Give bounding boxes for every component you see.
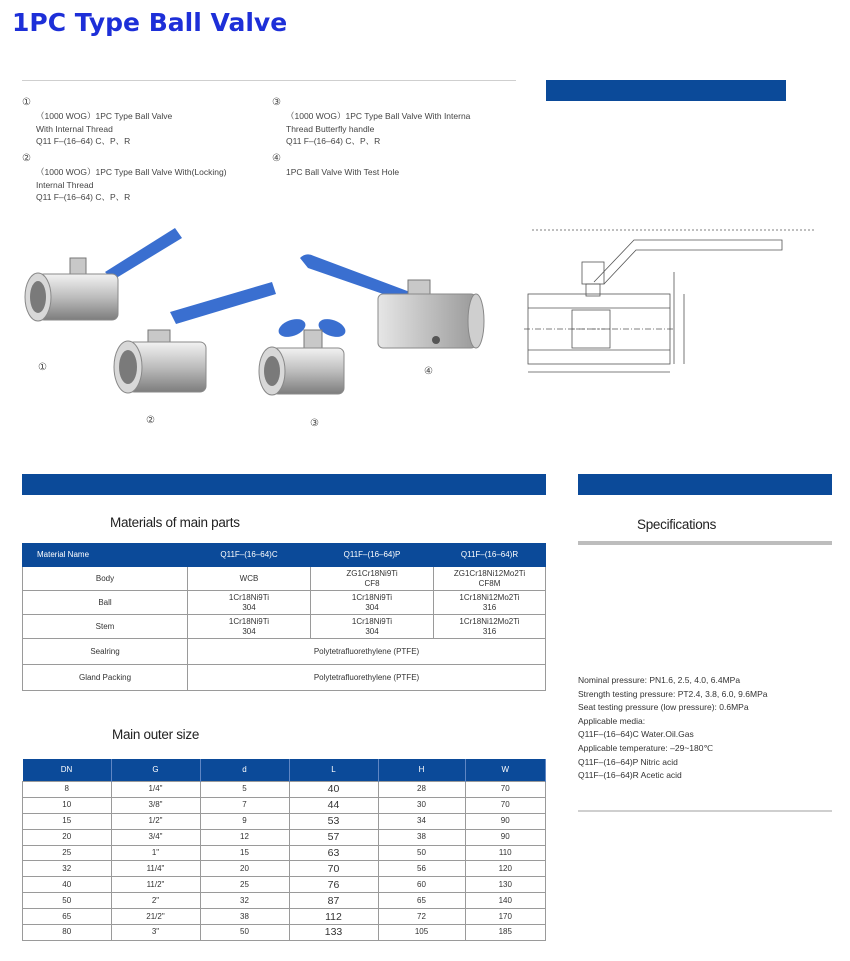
cell-line: CF8 — [364, 578, 380, 588]
cell: 38 — [200, 909, 289, 925]
table-header-row — [23, 759, 546, 782]
cell — [434, 591, 546, 615]
cell-line: WCB — [239, 573, 259, 583]
cell: 25 — [23, 845, 112, 861]
cell-line: 304 — [365, 602, 379, 612]
cell — [188, 615, 311, 639]
cell: 3/8" — [111, 797, 200, 813]
table-row — [23, 639, 546, 665]
column-header: L — [289, 759, 378, 782]
column-header: Q11F–(16–64)P — [311, 544, 434, 567]
spec-line: Applicable media: — [578, 715, 646, 726]
cell: 20 — [23, 829, 112, 845]
table-row — [23, 782, 546, 798]
cell: 32 — [23, 861, 112, 877]
cell: 15 — [23, 813, 112, 829]
column-header: H — [378, 759, 465, 782]
table-row — [23, 615, 546, 639]
variant-line: Q11 F–(16–64) C、P、R — [286, 136, 381, 146]
cell: 80 — [23, 925, 112, 941]
cell: 1" — [111, 845, 200, 861]
cell: 112 — [289, 909, 378, 925]
sizes-title: Main outer size — [112, 727, 200, 742]
cell: 185 — [465, 925, 546, 941]
table-row — [23, 893, 546, 909]
variant-1 — [22, 96, 262, 148]
cell-line: ZG1Cr18Ni12Mo2Ti — [453, 568, 526, 578]
cell — [434, 567, 546, 591]
spec-line: Q11F–(16–64)C Water.Oil.Gas — [578, 729, 694, 740]
row-label: Ball — [23, 591, 188, 615]
cell-line: 316 — [482, 626, 497, 636]
cell-line: 304 — [242, 626, 256, 636]
table-row — [23, 797, 546, 813]
cell: 20 — [200, 861, 289, 877]
specs-list — [578, 674, 832, 783]
callout-3: ③ — [310, 418, 319, 429]
column-header: DN — [23, 759, 112, 782]
row-label: Body — [23, 567, 188, 591]
cell: 12 — [200, 829, 289, 845]
cell-line: 304 — [365, 626, 379, 636]
table-row — [23, 877, 546, 893]
table-row — [23, 845, 546, 861]
cell-line: 1Cr18Ni12Mo2Ti — [459, 592, 520, 602]
cell: 30 — [378, 797, 465, 813]
cell: 65 — [378, 893, 465, 909]
cell: 56 — [378, 861, 465, 877]
cell: 50 — [200, 925, 289, 941]
spec-line: Q11F–(16–64)P Nitric acid — [578, 756, 678, 767]
table-row — [23, 665, 546, 691]
cell: 21/2" — [111, 909, 200, 925]
table-row — [23, 861, 546, 877]
cell: 140 — [465, 893, 546, 909]
cell: 5 — [200, 782, 289, 798]
cell: 130 — [465, 877, 546, 893]
variant-number: ① — [22, 97, 31, 108]
cell: 105 — [378, 925, 465, 941]
cell-line: ZG1Cr18Ni9Ti — [346, 568, 398, 578]
cell: 50 — [23, 893, 112, 909]
cell: 7 — [200, 797, 289, 813]
column-header: W — [465, 759, 546, 782]
callout-4: ④ — [424, 366, 433, 377]
cell: 44 — [289, 797, 378, 813]
variant-number: ③ — [272, 97, 281, 108]
cell: 3" — [111, 925, 200, 941]
table-row — [23, 591, 546, 615]
variant-line: Internal Thread — [36, 179, 94, 190]
variant-line: With Internal Thread — [36, 123, 113, 134]
table-row — [23, 909, 546, 925]
cell: 15 — [200, 845, 289, 861]
variant-line: Q11 F–(16–64) C、P、R — [36, 192, 131, 202]
cell: 120 — [465, 861, 546, 877]
table-row — [23, 813, 546, 829]
row-label: Stem — [23, 615, 188, 639]
blue-bar-specs — [578, 474, 832, 495]
cell: 90 — [465, 829, 546, 845]
cell: 70 — [289, 861, 378, 877]
spec-line: Applicable temperature: –29~180℃ — [578, 742, 714, 753]
cell: 87 — [289, 893, 378, 909]
page-title: 1PC Type Ball Valve — [12, 8, 288, 37]
row-label: Sealring — [23, 639, 188, 665]
cell: 32 — [200, 893, 289, 909]
cell: 63 — [289, 845, 378, 861]
cell-line: 304 — [242, 602, 256, 612]
cell-line: 1Cr18Ni9Ti — [351, 592, 393, 602]
table-header-row — [23, 544, 546, 567]
cell: 1/4" — [111, 782, 200, 798]
table-row — [23, 925, 546, 941]
cell-line: 316 — [482, 602, 497, 612]
cell: Polytetrafluorethylene (PTFE) — [188, 665, 546, 691]
variant-line: （1000 WOG）1PC Type Ball Valve With Interna — [286, 111, 471, 121]
variant-line: （1000 WOG）1PC Type Ball Valve — [36, 111, 173, 121]
specs-divider-top — [578, 541, 832, 545]
valve-1-photo — [25, 228, 182, 321]
cell — [188, 591, 311, 615]
specs-title: Specifications — [637, 517, 717, 532]
callout-2: ② — [146, 415, 155, 426]
cell: 57 — [289, 829, 378, 845]
spec-line: Seat testing pressure (low pressure): 0.6MPa — [578, 702, 749, 713]
table-row — [23, 567, 546, 591]
cell: 8 — [23, 782, 112, 798]
cell: 110 — [465, 845, 546, 861]
cell: 53 — [289, 813, 378, 829]
cell: 10 — [23, 797, 112, 813]
variant-number: ② — [22, 153, 31, 164]
blue-bar-materials — [22, 474, 546, 495]
cell: 65 — [23, 909, 112, 925]
cell: 60 — [378, 877, 465, 893]
cell-line: 1Cr18Ni9Ti — [351, 616, 393, 626]
valve-2-photo — [114, 282, 276, 393]
spec-line: Q11F–(16–64)R Acetic acid — [578, 770, 682, 781]
column-header: Q11F–(16–64)C — [188, 544, 311, 567]
cell: 11/4" — [111, 861, 200, 877]
spec-line: Nominal pressure: PN1.6, 2.5, 4.0, 6.4MPa — [578, 675, 741, 685]
cell: 70 — [465, 782, 546, 798]
materials-title: Materials of main parts — [110, 515, 240, 530]
cell: 40 — [289, 782, 378, 798]
valve-3-photo — [259, 316, 348, 395]
variant-line: 1PC Ball Valve With Test Hole — [286, 167, 400, 177]
sizes-table — [22, 759, 546, 941]
table-row — [23, 829, 546, 845]
cell: 170 — [465, 909, 546, 925]
cell: 28 — [378, 782, 465, 798]
specs-divider-bottom — [578, 810, 832, 812]
cell-line: 1Cr18Ni9Ti — [228, 592, 270, 602]
valve-photos — [10, 200, 520, 440]
variant-line: Thread Butterfly handle — [286, 123, 375, 134]
variant-line: （1000 WOG）1PC Type Ball Valve With(Locking) — [36, 167, 227, 177]
cell — [311, 567, 434, 591]
cell: 3/4" — [111, 829, 200, 845]
cell: 38 — [378, 829, 465, 845]
cell: 90 — [465, 813, 546, 829]
cell — [188, 567, 311, 591]
cell: 50 — [378, 845, 465, 861]
column-header: Q11F–(16–64)R — [434, 544, 546, 567]
variant-2 — [22, 152, 282, 204]
cell — [434, 615, 546, 639]
column-header: G — [111, 759, 200, 782]
row-label: Gland Packing — [23, 665, 188, 691]
cell: 11/2" — [111, 877, 200, 893]
blue-bar-top-right — [546, 80, 786, 101]
cell-line: 1Cr18Ni12Mo2Ti — [459, 616, 520, 626]
cell — [311, 591, 434, 615]
variant-line: Q11 F–(16–64) C、P、R — [36, 136, 131, 146]
cell: 72 — [378, 909, 465, 925]
cell — [311, 615, 434, 639]
column-header: d — [200, 759, 289, 782]
cell: Polytetrafluorethylene (PTFE) — [188, 639, 546, 665]
cell: 25 — [200, 877, 289, 893]
variant-4 — [272, 152, 512, 179]
cell-line: CF8M — [478, 578, 501, 588]
size-rows — [23, 782, 546, 941]
spec-line: Strength testing pressure: PT2.4, 3.8, 6.0, 9.6MPa — [578, 688, 768, 699]
variant-number: ④ — [272, 153, 281, 164]
cell: 34 — [378, 813, 465, 829]
cell: 76 — [289, 877, 378, 893]
technical-drawing — [524, 222, 824, 387]
cell-line: 1Cr18Ni9Ti — [228, 616, 270, 626]
cell: 40 — [23, 877, 112, 893]
cell: 133 — [289, 925, 378, 941]
cell: 2" — [111, 893, 200, 909]
materials-table — [22, 543, 546, 691]
column-header: Material Name — [23, 544, 188, 567]
cell: 70 — [465, 797, 546, 813]
cell: 1/2" — [111, 813, 200, 829]
cell: 9 — [200, 813, 289, 829]
callout-1: ① — [38, 362, 47, 373]
variant-3 — [272, 96, 512, 148]
divider-top-left — [22, 80, 516, 81]
